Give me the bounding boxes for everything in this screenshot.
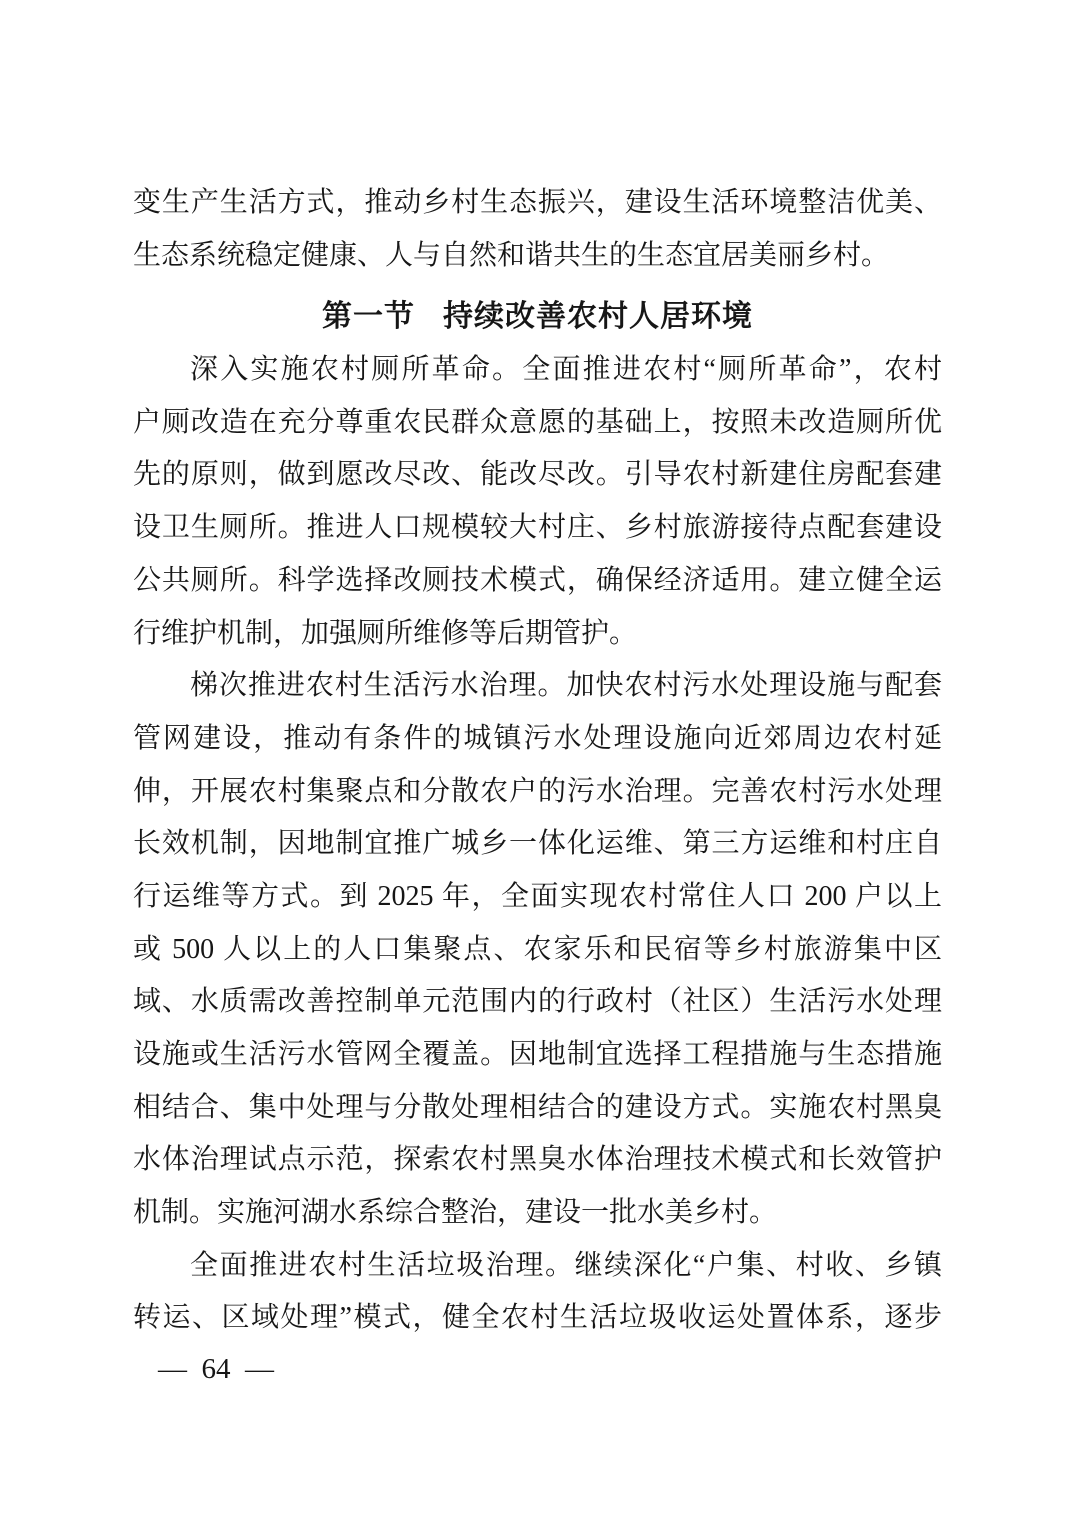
- document-body: [133, 177, 942, 1345]
- body-line: 长效机制，因地制宜推广城乡一体化运维、第三方运维和村庄自: [133, 828, 942, 860]
- section-number: 第一节: [322, 300, 415, 334]
- body-line: 深入实施农村厕所革命。全面推进农村“厕所革命”，农村: [190, 354, 942, 386]
- body-line: 户厕改造在充分尊重农民群众意愿的基础上，按照未改造厕所优: [133, 406, 942, 438]
- body-line: 相结合、集中处理与分散处理相结合的建设方式。实施农村黑臭: [133, 1091, 942, 1123]
- body-line: 域、水质需改善控制单元范围内的行政村（社区）生活污水处理: [133, 986, 942, 1018]
- body-line: 生态系统稳定健康、人与自然和谐共生的生态宜居美丽乡村。: [133, 239, 890, 271]
- body-line: 行运维等方式。到 2025 年，全面实现农村常住人口 200 户以上: [133, 880, 942, 912]
- body-line: 公共厕所。科学选择改厕技术模式，确保经济适用。建立健全运: [133, 564, 942, 596]
- body-line: 全面推进农村生活垃圾治理。继续深化“户集、村收、乡镇: [190, 1249, 942, 1281]
- body-line: 或 500 人以上的人口集聚点、农家乐和民宿等乡村旅游集中区: [133, 933, 942, 965]
- section-heading: [133, 291, 942, 344]
- page-number: — 64 —: [158, 1353, 274, 1385]
- body-line: 管网建设，推动有条件的城镇污水处理设施向近郊周边农村延: [133, 722, 942, 754]
- section-title: 持续改善农村人居环境: [443, 300, 753, 334]
- body-line: 行维护机制，加强厕所维修等后期管护。: [133, 617, 638, 649]
- body-line: 设卫生厕所。推进人口规模较大村庄、乡村旅游接待点配套建设: [133, 512, 942, 544]
- body-line: 转运、区域处理”模式，健全农村生活垃圾收运处置体系，逐步: [133, 1302, 942, 1334]
- body-line: 机制。实施河湖水系综合整治，建设一批水美乡村。: [133, 1197, 778, 1229]
- body-line: 变生产生活方式，推动乡村生态振兴，建设生活环境整洁优美、: [133, 187, 942, 218]
- body-line: 伸，开展农村集聚点和分散农户的污水治理。完善农村污水处理: [133, 775, 942, 807]
- body-line: 梯次推进农村生活污水治理。加快农村污水处理设施与配套: [190, 670, 942, 702]
- body-line: 先的原则，做到愿改尽改、能改尽改。引导农村新建住房配套建: [133, 459, 942, 491]
- body-line: 设施或生活污水管网全覆盖。因地制宜选择工程措施与生态措施: [133, 1039, 942, 1070]
- body-line: 水体治理试点示范，探索农村黑臭水体治理技术模式和长效管护: [133, 1144, 942, 1176]
